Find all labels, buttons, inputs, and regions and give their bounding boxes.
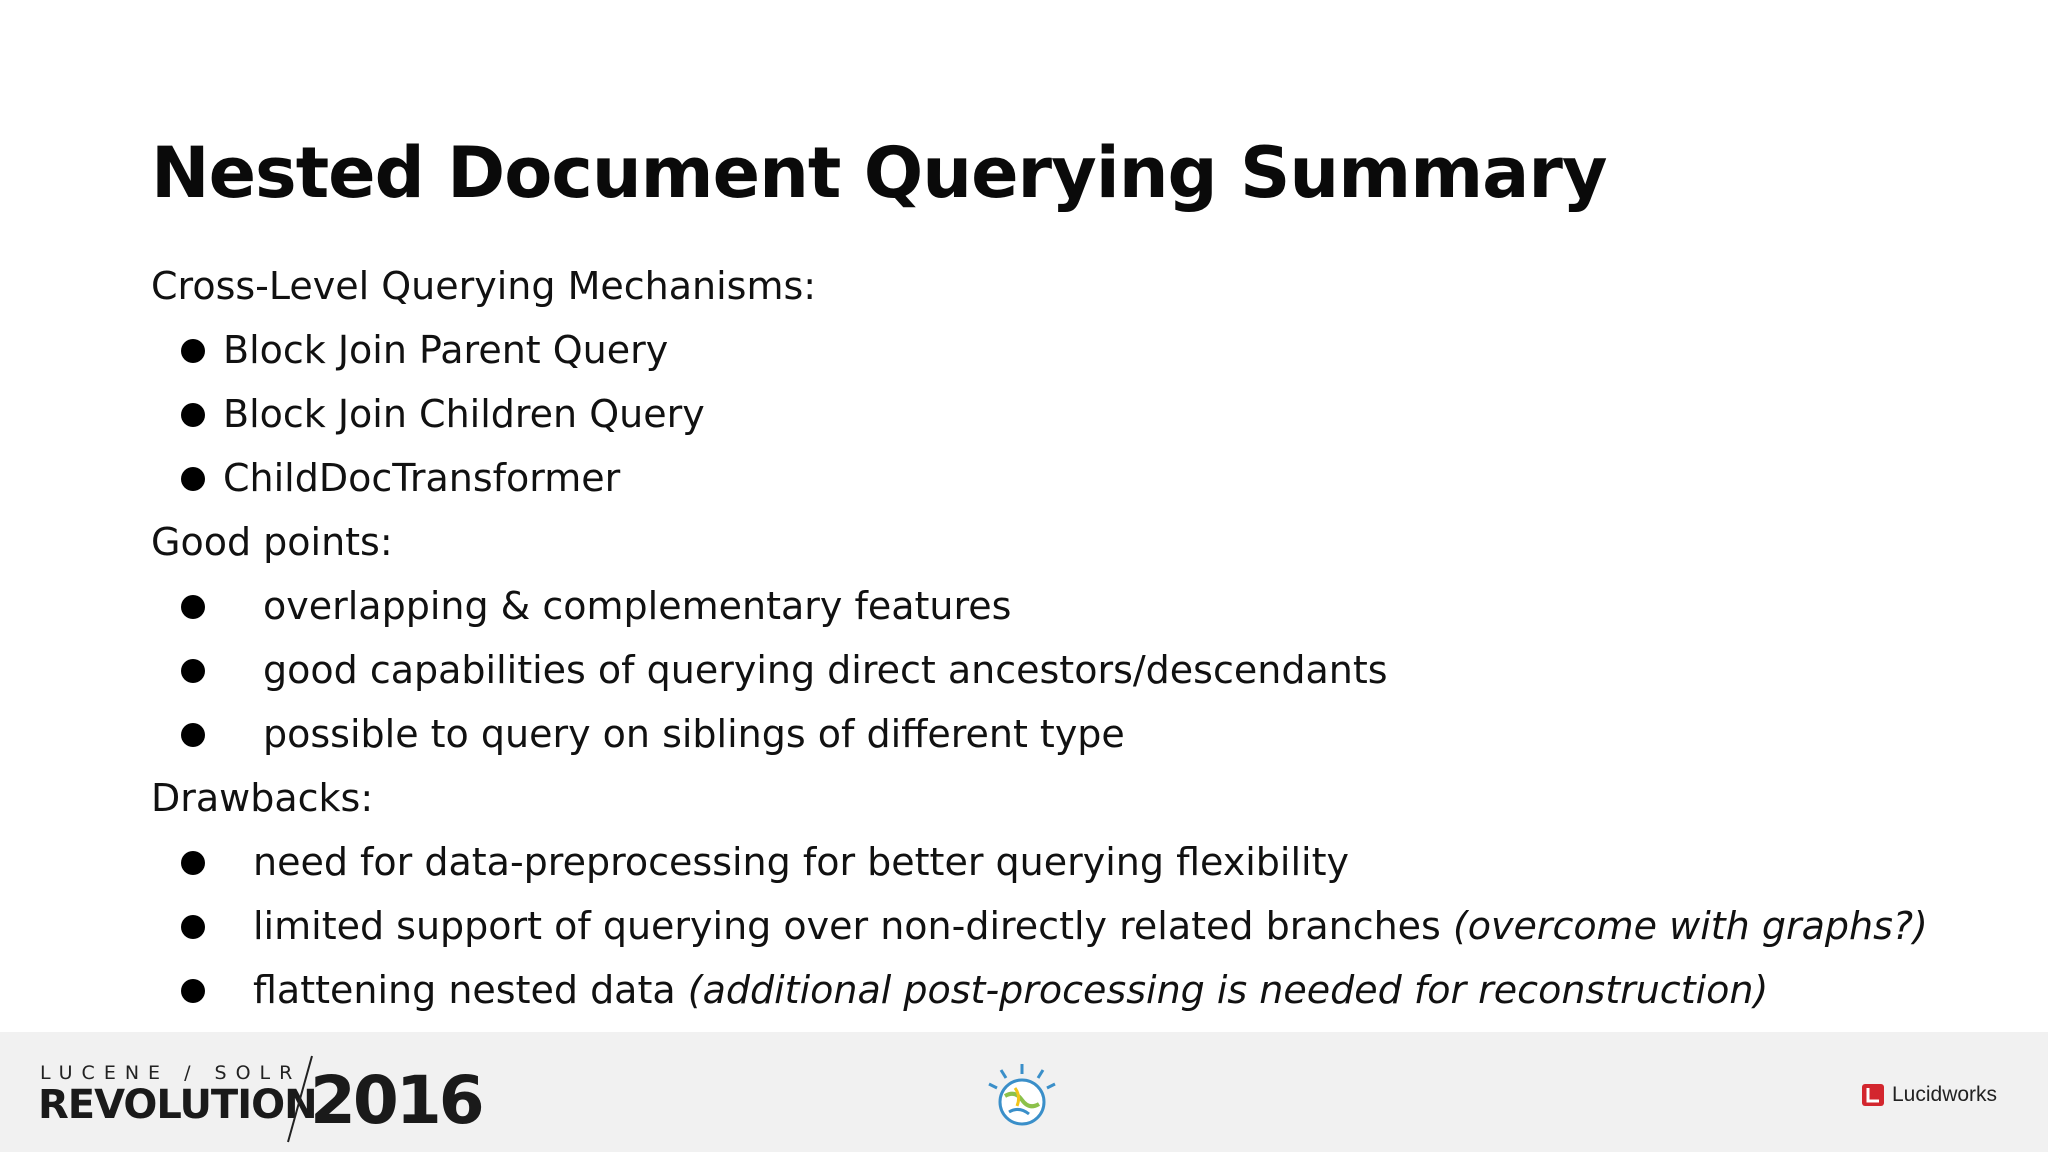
list-item xyxy=(151,638,2011,702)
slide-title: Nested Document Querying Summary xyxy=(151,132,1607,214)
bullet-icon xyxy=(181,723,205,747)
bullet-text: possible to query on siblings of different type xyxy=(263,712,1125,756)
brand-year-text: 2016 xyxy=(310,1062,482,1139)
partner-logo xyxy=(1860,1080,2030,1110)
bullet-note: (additional post-processing is needed for reconstruction) xyxy=(687,968,1769,1012)
bullet-text: limited support of querying over non-directly related branches xyxy=(253,904,1441,948)
bullet-icon xyxy=(181,595,205,619)
section-good-points xyxy=(151,510,2011,766)
bullet-icon xyxy=(181,915,205,939)
list-item xyxy=(151,318,2011,382)
bullet-text: ChildDocTransformer xyxy=(223,456,621,500)
list-item xyxy=(151,702,2011,766)
bullet-note: (overcome with graphs?) xyxy=(1452,904,1928,948)
section-cross-level xyxy=(151,254,2011,510)
bullet-text: Block Join Parent Query xyxy=(223,328,669,372)
brand-big-text: REVOLUTION xyxy=(38,1082,317,1128)
bullet-icon xyxy=(181,467,205,491)
section-heading: Cross-Level Querying Mechanisms: xyxy=(151,264,817,308)
bullet-text: need for data-preprocessing for better querying flexibility xyxy=(253,840,1349,884)
slide-content xyxy=(151,254,2011,1022)
bullet-text: flattening nested data xyxy=(253,968,676,1012)
globe-icon xyxy=(985,1060,1059,1134)
list-item xyxy=(151,574,2011,638)
brand-small-text: LUCENE / SOLR xyxy=(40,1062,302,1084)
section-drawbacks xyxy=(151,766,2011,1022)
bullet-text: Block Join Children Query xyxy=(223,392,705,436)
list-item xyxy=(151,830,2011,894)
slide-footer xyxy=(0,1032,2048,1152)
conference-logo xyxy=(38,1054,482,1144)
lucidworks-mark-icon xyxy=(1860,1082,1886,1108)
bullet-text: overlapping & complementary features xyxy=(263,584,1012,628)
partner-name: Lucidworks xyxy=(1892,1083,1998,1106)
list-item xyxy=(151,894,2011,958)
bullet-icon xyxy=(181,979,205,1003)
list-item xyxy=(151,382,2011,446)
section-heading: Good points: xyxy=(151,520,393,564)
list-item xyxy=(151,958,2011,1022)
bullet-list xyxy=(151,318,2011,510)
bullet-text: good capabilities of querying direct ancestors/descendants xyxy=(263,648,1388,692)
bullet-icon xyxy=(181,851,205,875)
list-item xyxy=(151,446,2011,510)
section-heading: Drawbacks: xyxy=(151,776,374,820)
bullet-list xyxy=(151,574,2011,766)
bullet-list xyxy=(151,830,2011,1022)
bullet-icon xyxy=(181,403,205,427)
bullet-icon xyxy=(181,339,205,363)
bullet-icon xyxy=(181,659,205,683)
